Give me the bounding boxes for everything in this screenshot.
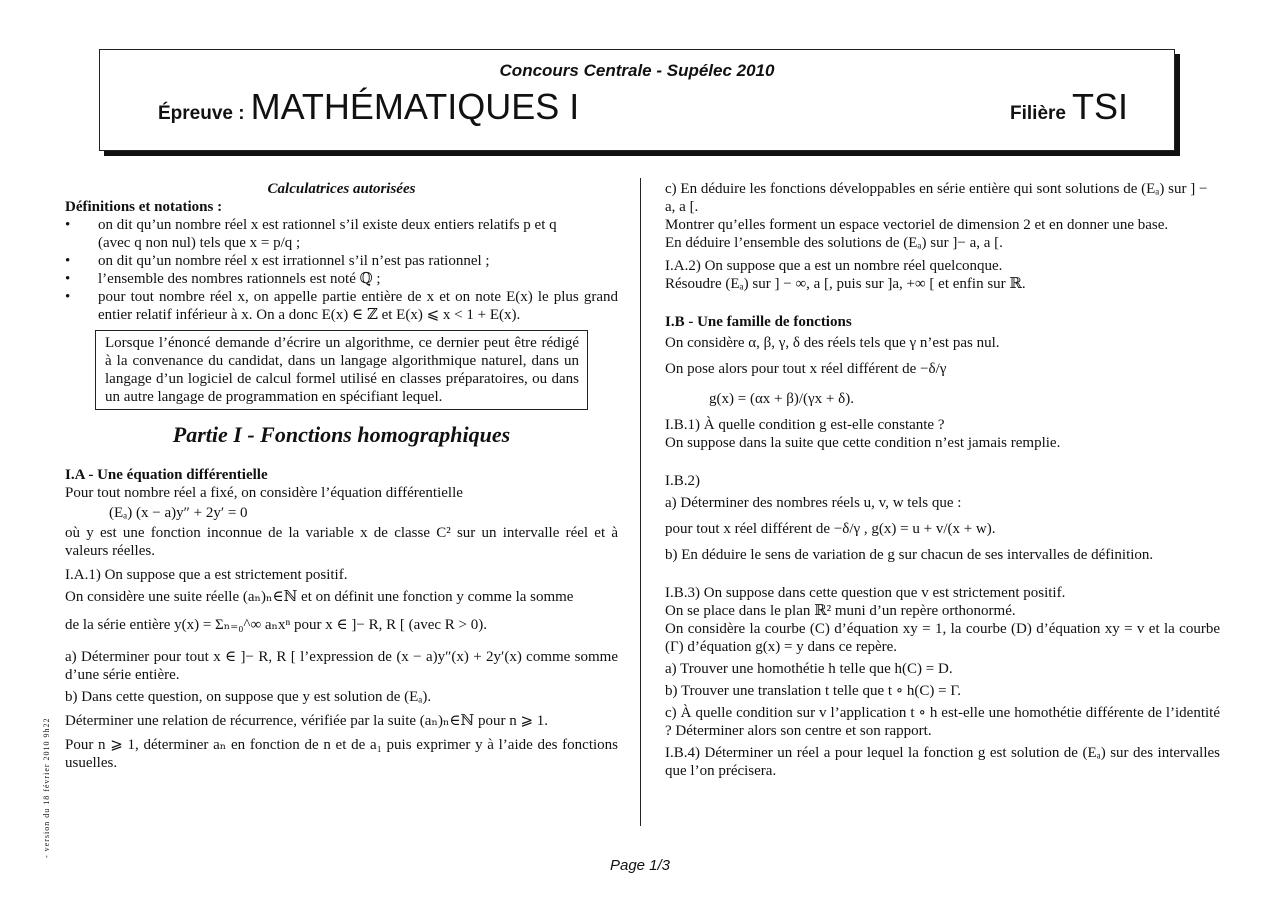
ib-intro: On considère α, β, γ, δ des réels tels que γ n’est pas nul. <box>665 335 1000 351</box>
section-title-ib: I.B - Une famille de fonctions <box>665 314 852 330</box>
exam-label: Épreuve : <box>158 103 245 124</box>
version-stamp: - version du 18 février 2010 9h22 <box>42 717 51 858</box>
bullet-icon: • <box>65 289 71 305</box>
differential-equation: (Eₐ) (x − a)y″ + 2y′ = 0 <box>109 505 248 521</box>
ib3-question-c: c) À quelle condition sur v l’application t ∘ h est-elle une homothétie différente de l’identité ? Déterminer alors son centre et son rapport. <box>665 705 1220 739</box>
title-box <box>99 49 1175 151</box>
algorithm-note-box: Lorsque l’énoncé demande d’écrire un algorithme, ce dernier peut être rédigé à la convenance du candidat, dans un langage algorithmique naturel, dans un langage d’un logiciel de calcul formel utilisé en classes préparatoires, ou dans un autre langage de programmation en spécifiant lequel. <box>95 330 588 410</box>
exam-heading <box>158 86 580 127</box>
ib1-note: On suppose dans la suite que cette condition n’est jamais remplie. <box>665 435 1061 451</box>
ia1-title: I.A.1) On suppose que a est strictement positif. <box>65 567 348 583</box>
list-item: • on dit qu’un nombre réel x est rationnel s’il existe deux entiers relatifs p et q (avec q non nul) tels que x = p/q ; <box>65 217 557 251</box>
ib3-question-a: a) Trouver une homothétie h telle que h(C) = D. <box>665 661 953 677</box>
ia1-question-b: b) Dans cette question, on suppose que y est solution de (Eₐ). <box>65 689 432 705</box>
ib4-question: I.B.4) Déterminer un réel a pour lequel la fonction g est solution de (Eₐ) sur des intervalles que l’on précisera. <box>665 745 1220 779</box>
section-title-ia: I.A - Une équation différentielle <box>65 467 268 483</box>
ib2-question-b: b) En déduire le sens de variation de g sur chacun de ses intervalles de définition. <box>665 547 1154 563</box>
bullet-icon: • <box>65 271 71 287</box>
ia-intro: Pour tout nombre réel a fixé, on considère l’équation différentielle <box>65 485 463 501</box>
part-title: Partie I - Fonctions homographiques <box>172 422 511 447</box>
bullet-icon: • <box>65 217 71 233</box>
ib2-question-a: a) Déterminer des nombres réels u, v, w tels que : <box>665 495 962 511</box>
calculators-note: Calculatrices autorisées <box>267 181 416 197</box>
track-label: Filière <box>1010 103 1066 124</box>
ia1-question-b3: Pour n ⩾ 1, déterminer aₙ en fonction de n et de a₁ puis exprimer y à l’aide des fonctions usuelles. <box>65 737 618 771</box>
contest-name: Concours Centrale - Supélec 2010 <box>499 61 775 80</box>
ia1-question-b2: Déterminer une relation de récurrence, vérifiée par la suite (aₙ)ₙ∈ℕ pour n ⩾ 1. <box>65 713 549 729</box>
bullet-icon: • <box>65 253 71 269</box>
ib3-question-b: b) Trouver une translation t telle que t ∘ h(C) = Γ. <box>665 683 961 699</box>
function-g: g(x) = (αx + β)/(γx + δ). <box>709 391 854 407</box>
exam-subject: MATHÉMATIQUES I <box>250 86 580 127</box>
ia1-text1: On considère une suite réelle (aₙ)ₙ∈ℕ et on définit une fonction y comme la somme <box>65 589 574 605</box>
ib1-title: I.B.1) À quelle condition g est-elle constante ? <box>665 417 945 433</box>
ia1-question-a: a) Déterminer pour tout x ∈ ]− R, R [ l’expression de (x − a)y″(x) + 2y′(x) comme somme d’une série entière. <box>65 649 618 683</box>
ia1-question-c3: En déduire l’ensemble des solutions de (Eₐ) sur ]− a, a [. <box>665 235 1003 251</box>
page-number: Page 1/3 <box>609 857 671 874</box>
ib3-curves: On considère la courbe (C) d’équation xy = 1, la courbe (D) d’équation xy = v et la courbe (Γ) d’équation g(x) = y dans ce repère. <box>665 621 1220 655</box>
definitions-list <box>65 216 618 324</box>
ib3-plane: On se place dans le plan ℝ² muni d’un repère orthonormé. <box>665 603 1016 619</box>
column-divider <box>640 178 641 826</box>
ia2-title: I.A.2) On suppose que a est un nombre réel quelconque. <box>665 258 1003 274</box>
left-column <box>65 180 618 772</box>
ia2-text: Résoudre (Eₐ) sur ] − ∞, a [, puis sur ]a, +∞ [ et enfin sur ℝ. <box>665 276 1026 292</box>
right-column <box>665 180 1220 780</box>
definitions-title: Définitions et notations : <box>65 199 223 215</box>
track-value: TSI <box>1071 86 1128 127</box>
ia1-question-c2: Montrer qu’elles forment un espace vectoriel de dimension 2 et en donner une base. <box>665 217 1169 233</box>
list-item: • l’ensemble des nombres rationnels est noté ℚ ; <box>65 271 381 287</box>
list-item: • pour tout nombre réel x, on appelle partie entière de x et on note E(x) le plus grand entier relatif inférieur à x. On a donc E(x) ∈ ℤ et E(x) ⩽ x < 1 + E(x). <box>65 289 618 323</box>
ib3-title: I.B.3) On suppose dans cette question que v est strictement positif. <box>665 585 1066 601</box>
list-item: • on dit qu’un nombre réel x est irrationnel s’il n’est pas rationnel ; <box>65 253 490 269</box>
ia1-text2: de la série entière y(x) = Σₙ₌₀^∞ aₙxⁿ pour x ∈ ]− R, R [ (avec R > 0). <box>65 617 488 633</box>
ib-definition: On pose alors pour tout x réel différent de −δ/γ <box>665 361 947 377</box>
ia-description: où y est une fonction inconnue de la variable x de classe C² sur un intervalle réel et à valeurs réelles. <box>65 525 618 559</box>
ib2-question-a2: pour tout x réel différent de −δ/γ , g(x) = u + v/(x + w). <box>665 521 996 537</box>
track-heading <box>1010 86 1128 127</box>
ia1-question-c: c) En déduire les fonctions développables en série entière qui sont solutions de (Eₐ) sur ] − a, a [. <box>665 181 1208 215</box>
ib2-title: I.B.2) <box>665 473 700 489</box>
